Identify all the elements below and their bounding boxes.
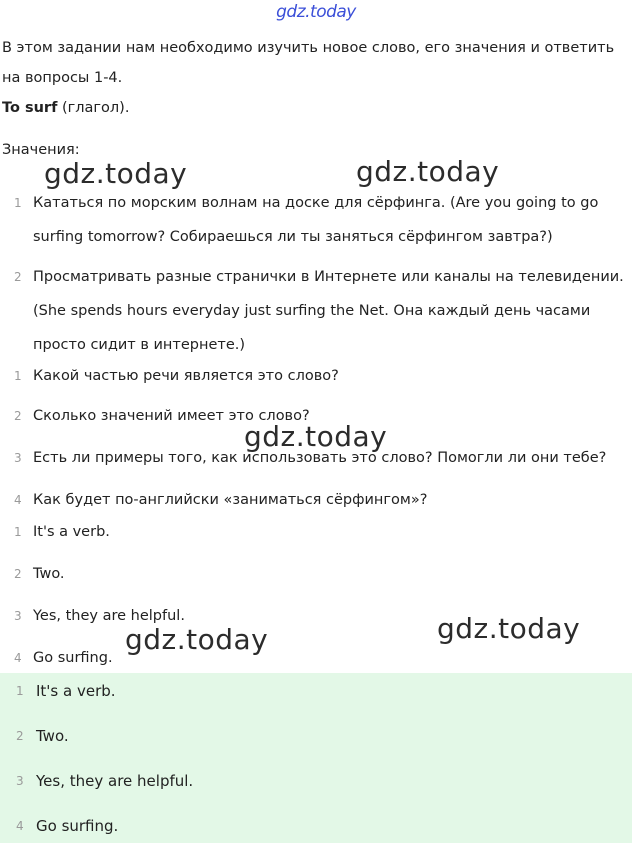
- answer-number: 3: [16, 774, 24, 788]
- answer-text: Two.: [36, 727, 69, 745]
- question-number: 2: [14, 409, 22, 423]
- answer-text: Yes, they are helpful.: [33, 608, 185, 624]
- verb-part-of-speech: (глагол).: [57, 100, 130, 116]
- meaning-text: Просматривать разные странички в Интернете или каналы на телевидении. (She spends hours everyday just surfing the Net. Она каждый день часами просто сидит в интернете.): [33, 269, 624, 353]
- answer-number: 2: [14, 567, 22, 581]
- answer-number: 4: [16, 819, 24, 833]
- verb-word: To surf: [2, 100, 58, 116]
- answer-text: Go surfing.: [36, 817, 119, 835]
- meaning-number: 1: [14, 196, 22, 210]
- question-number: 1: [14, 369, 22, 383]
- answer-text: Two.: [33, 566, 65, 582]
- answer-text: It's a verb.: [36, 682, 116, 700]
- question-text: Сколько значений имеет это слово?: [33, 408, 310, 424]
- answer-number: 3: [14, 609, 22, 623]
- watermark: gdz.today: [437, 612, 581, 645]
- watermark: gdz.today: [356, 155, 500, 188]
- watermark: gdz.today: [244, 420, 388, 453]
- answer-number: 4: [14, 651, 22, 665]
- question-text: Есть ли примеры того, как использовать это слово? Помогли ли они тебе?: [33, 450, 607, 466]
- answer-number: 1: [14, 525, 22, 539]
- answer-text: Go surfing.: [33, 650, 113, 666]
- verb-line: [2, 94, 129, 122]
- question-number: 3: [14, 451, 22, 465]
- site-logo[interactable]: gdz.today: [276, 2, 356, 22]
- meaning-text: Кататься по морским волнам на доске для сёрфинга. (Are you going to go surfing tomorrow? Собираешься ли ты заняться сёрфингом завтра?): [33, 195, 599, 245]
- answer-text: It's a verb.: [33, 524, 110, 540]
- question-text: Как будет по-английски «заниматься сёрфингом»?: [33, 492, 428, 508]
- meanings-heading: Значения:: [2, 142, 80, 158]
- intro-text: В этом задании нам необходимо изучить новое слово, его значения и ответить на вопросы 1-4.: [2, 40, 615, 86]
- answer-number: 1: [16, 684, 24, 698]
- meaning-number: 2: [14, 270, 22, 284]
- watermark: gdz.today: [44, 157, 188, 190]
- answers-highlight-box: [0, 673, 632, 843]
- watermark: gdz.today: [125, 623, 269, 656]
- answer-text: Yes, they are helpful.: [36, 772, 194, 790]
- answer-number: 2: [16, 729, 24, 743]
- question-text: Какой частью речи является это слово?: [33, 368, 339, 384]
- question-number: 4: [14, 493, 22, 507]
